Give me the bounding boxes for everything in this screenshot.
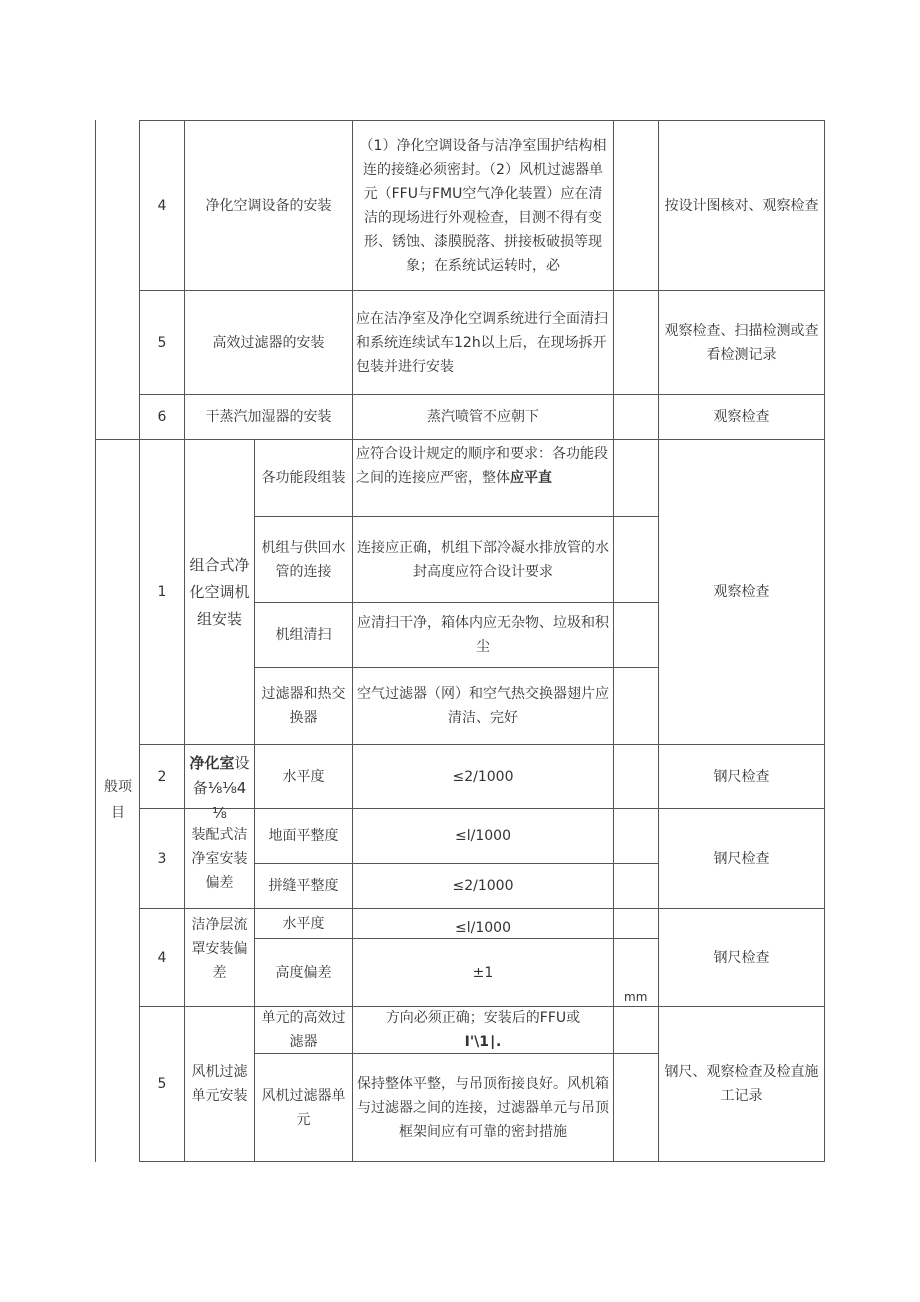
requirement-text: ≤l/1000 (455, 919, 511, 936)
sub-item-name: 单元的高效过滤器 (261, 1010, 346, 1050)
sub-item-name: 高度偏差 (275, 964, 332, 981)
item-name: 组合式净化空调机组安装 (189, 555, 250, 628)
item-name: 干蒸汽加湿器的安装 (205, 409, 332, 425)
requirement-text: 应在洁净室及净化空调系统进行全面清扫和系统连续试车12h以上后，在现场拆开包装并进行安装 (356, 310, 608, 375)
requirement-text: 连接应正确，机组下部冷凝水排放管的水封高度应符合设计要求 (357, 539, 609, 580)
item-name-part: 设备⅛⅛4⅛ (192, 754, 250, 822)
requirement-text: ≤l/1000 (455, 828, 511, 844)
table-border-left (95, 120, 96, 1162)
requirement-part: 应符合设计规定的顺序和要求：各功能段之间的连接应严密，整体 (356, 446, 608, 486)
item-name: 装配式洁净室安装偏差 (191, 826, 248, 891)
requirement-part-bold: I'\1∣. (464, 1034, 502, 1050)
inspection-method: 观察检查 (713, 409, 770, 425)
sub-item-name: 过滤器和热交换器 (261, 686, 346, 726)
sub-item-name: 水平度 (282, 768, 325, 785)
inspection-method: 钢尺检查 (713, 949, 770, 966)
requirement-text: （1）净化空调设备与洁净室围护结构相连的接缝必须密封。（2）风机过滤器单元（FFU与FMU空气净化装置）应在清洁的现场进行外观检查，目测不得有变形、锈蚀、漆膜脱落、拼接板破损等现象；在系统试运转时，必 (359, 137, 607, 274)
requirement-text: ≤2/1000 (452, 768, 514, 785)
requirement-part-bold: 应平直 (510, 470, 552, 486)
sub-item-name: 地面平整度 (268, 828, 339, 844)
row-number: 2 (157, 768, 167, 785)
inspection-method: 钢尺检查 (713, 768, 770, 785)
row-number: 4 (157, 949, 167, 966)
unit-label: mm (624, 990, 648, 1004)
requirement-text: 蒸汽喷管不应朝下 (427, 409, 539, 425)
requirement-text: 空气过滤器（网）和空气热交换器翅片应清洁、完好 (357, 686, 609, 726)
row-number: 5 (157, 1076, 167, 1092)
sub-item-name: 机组与供回水管的连接 (261, 539, 346, 580)
item-name: 风机过滤单元安装 (191, 1064, 248, 1104)
item-name: 高效过滤器的安装 (212, 334, 325, 351)
inspection-method: 观察检查 (713, 584, 770, 600)
requirement-text: 保持整体平整，与吊顶衔接良好。风机箱与过滤器之间的连接，过滤器单元与吊顶框架间应有可靠的密封措施 (357, 1075, 609, 1140)
sub-item-name: 各功能段组装 (261, 470, 346, 486)
inspection-method: 按设计图核对、观察检查 (664, 197, 819, 214)
row-number: 5 (157, 334, 167, 351)
requirement-text: ±1 (472, 964, 494, 981)
requirement-text: ≤2/1000 (452, 878, 514, 894)
sub-item-name: 风机过滤器单元 (261, 1087, 346, 1128)
table-border (139, 1161, 825, 1162)
sub-item-name: 机组清扫 (275, 627, 332, 643)
inspection-method: 观察检查、扫描检测或查看检测记录 (664, 322, 819, 363)
general-items-label: 般项目 (104, 779, 132, 821)
sub-item-name: 水平度 (282, 915, 325, 932)
item-name: 洁净层流罩安装偏差 (191, 917, 248, 981)
row-number: 3 (157, 850, 167, 867)
requirement-text (353, 440, 613, 516)
row-number: 4 (157, 197, 167, 214)
row-number: 1 (157, 584, 167, 600)
item-name: 净化空调设备的安装 (205, 197, 332, 214)
inspection-method: 钢尺检查 (713, 850, 770, 867)
requirement-part: 方向必须正确；安装后的FFU或 (385, 1010, 581, 1026)
row-number: 6 (157, 409, 167, 425)
item-name (185, 745, 254, 822)
requirement-text (353, 1007, 613, 1053)
item-name-part-bold: 净化室 (189, 754, 235, 772)
sub-item-name: 拼缝平整度 (268, 878, 339, 894)
inspection-method: 钢尺、观察检查及检直施工记录 (664, 1064, 819, 1104)
requirement-text: 应清扫干净，箱体内应无杂物、垃圾和积尘 (357, 615, 609, 655)
